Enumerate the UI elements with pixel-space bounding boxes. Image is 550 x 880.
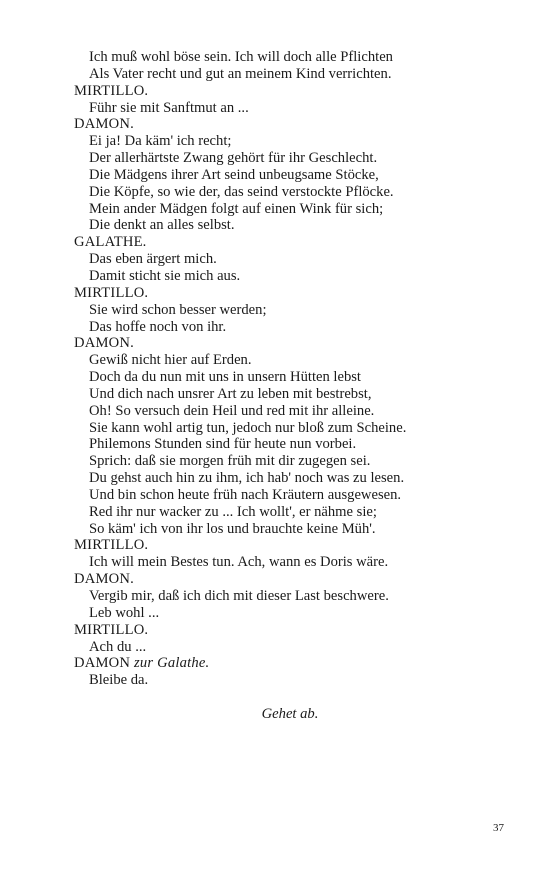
speaker-name — [74, 655, 494, 672]
verse-line: Ich will mein Bestes tun. Ach, wann es Doris wäre. — [89, 554, 389, 571]
speaker-name: DAMON. — [74, 335, 134, 352]
verse-line: Sie kann wohl artig tun, jedoch nur bloß zum Scheine. — [89, 419, 407, 436]
speaker-name: DAMON. — [74, 571, 134, 588]
verse-line: Sie wird schon besser werden; — [89, 301, 267, 318]
verse-line: Sprich: daß sie morgen früh mit dir zugegen sei. — [89, 453, 371, 470]
stage-direction: Gehet ab. — [261, 706, 319, 722]
verse-line: Die Köpfe, so wie der, das seind verstockte Pflöcke. — [89, 183, 394, 200]
verse-line: Und dich nach unsrer Art zu leben mit bestrebst, — [89, 385, 372, 402]
verse-line: Du gehst auch hin zu ihm, ich hab' noch was zu lesen. — [89, 470, 405, 487]
page-number: 37 — [493, 822, 504, 834]
verse-line: Gewiß nicht hier auf Erden. — [89, 352, 252, 369]
verse-line: Red ihr nur wacker zu ... Ich wollt', er nähme sie; — [89, 503, 377, 520]
verse-line: Als Vater recht und gut an meinem Kind verrichten. — [89, 65, 392, 82]
verse-line: Das hoffe noch von ihr. — [89, 318, 227, 335]
verse-line: Und bin schon heute früh nach Kräutern ausgewesen. — [89, 486, 402, 503]
verse-line: Doch da du nun mit uns in unsern Hütten lebst — [89, 369, 361, 386]
verse-line: Führ sie mit Sanftmut an ... — [89, 99, 249, 116]
verse-line: Mein ander Mädgen folgt auf einen Wink für sich; — [89, 200, 384, 217]
speaker-name: MIRTILLO. — [74, 284, 149, 301]
speaker-name: MIRTILLO. — [74, 82, 149, 99]
verse-line: Ei ja! Da käm' ich recht; — [89, 133, 232, 150]
verse-line: So käm' ich von ihr los und brauchte keine Müh'. — [89, 520, 376, 537]
verse-line: Ich muß wohl böse sein. Ich will doch alle Pflichten — [89, 49, 393, 65]
verse-line: Der allerhärtste Zwang gehört für ihr Geschlecht. — [89, 150, 378, 167]
verse-line: Die Mädgens ihrer Art seind unbeugsame Stöcke, — [89, 166, 379, 183]
play-text — [74, 49, 494, 689]
verse-line: Ach du ... — [89, 638, 147, 655]
verse-line: Bleibe da. — [89, 672, 149, 689]
speaker-name: MIRTILLO. — [74, 537, 149, 554]
speaker-name: MIRTILLO. — [74, 621, 149, 638]
speaker-name: GALATHE. — [74, 234, 147, 251]
speaker-direction: zur Galathe. — [134, 655, 210, 672]
verse-line: Die denkt an alles selbst. — [89, 217, 235, 234]
speaker-name-text: DAMON — [74, 655, 131, 672]
verse-line: Oh! So versuch dein Heil und red mit ihr alleine. — [89, 402, 375, 419]
verse-line: Vergib mir, daß ich dich mit dieser Last beschwere. — [89, 588, 389, 604]
verse-line: Damit sticht sie mich aus. — [89, 267, 241, 284]
speaker-name: DAMON. — [74, 116, 134, 133]
verse-line: Philemons Stunden sind für heute nun vorbei. — [89, 436, 357, 453]
verse-line: Leb wohl ... — [89, 604, 160, 621]
verse-line: Das eben ärgert mich. — [89, 251, 217, 268]
